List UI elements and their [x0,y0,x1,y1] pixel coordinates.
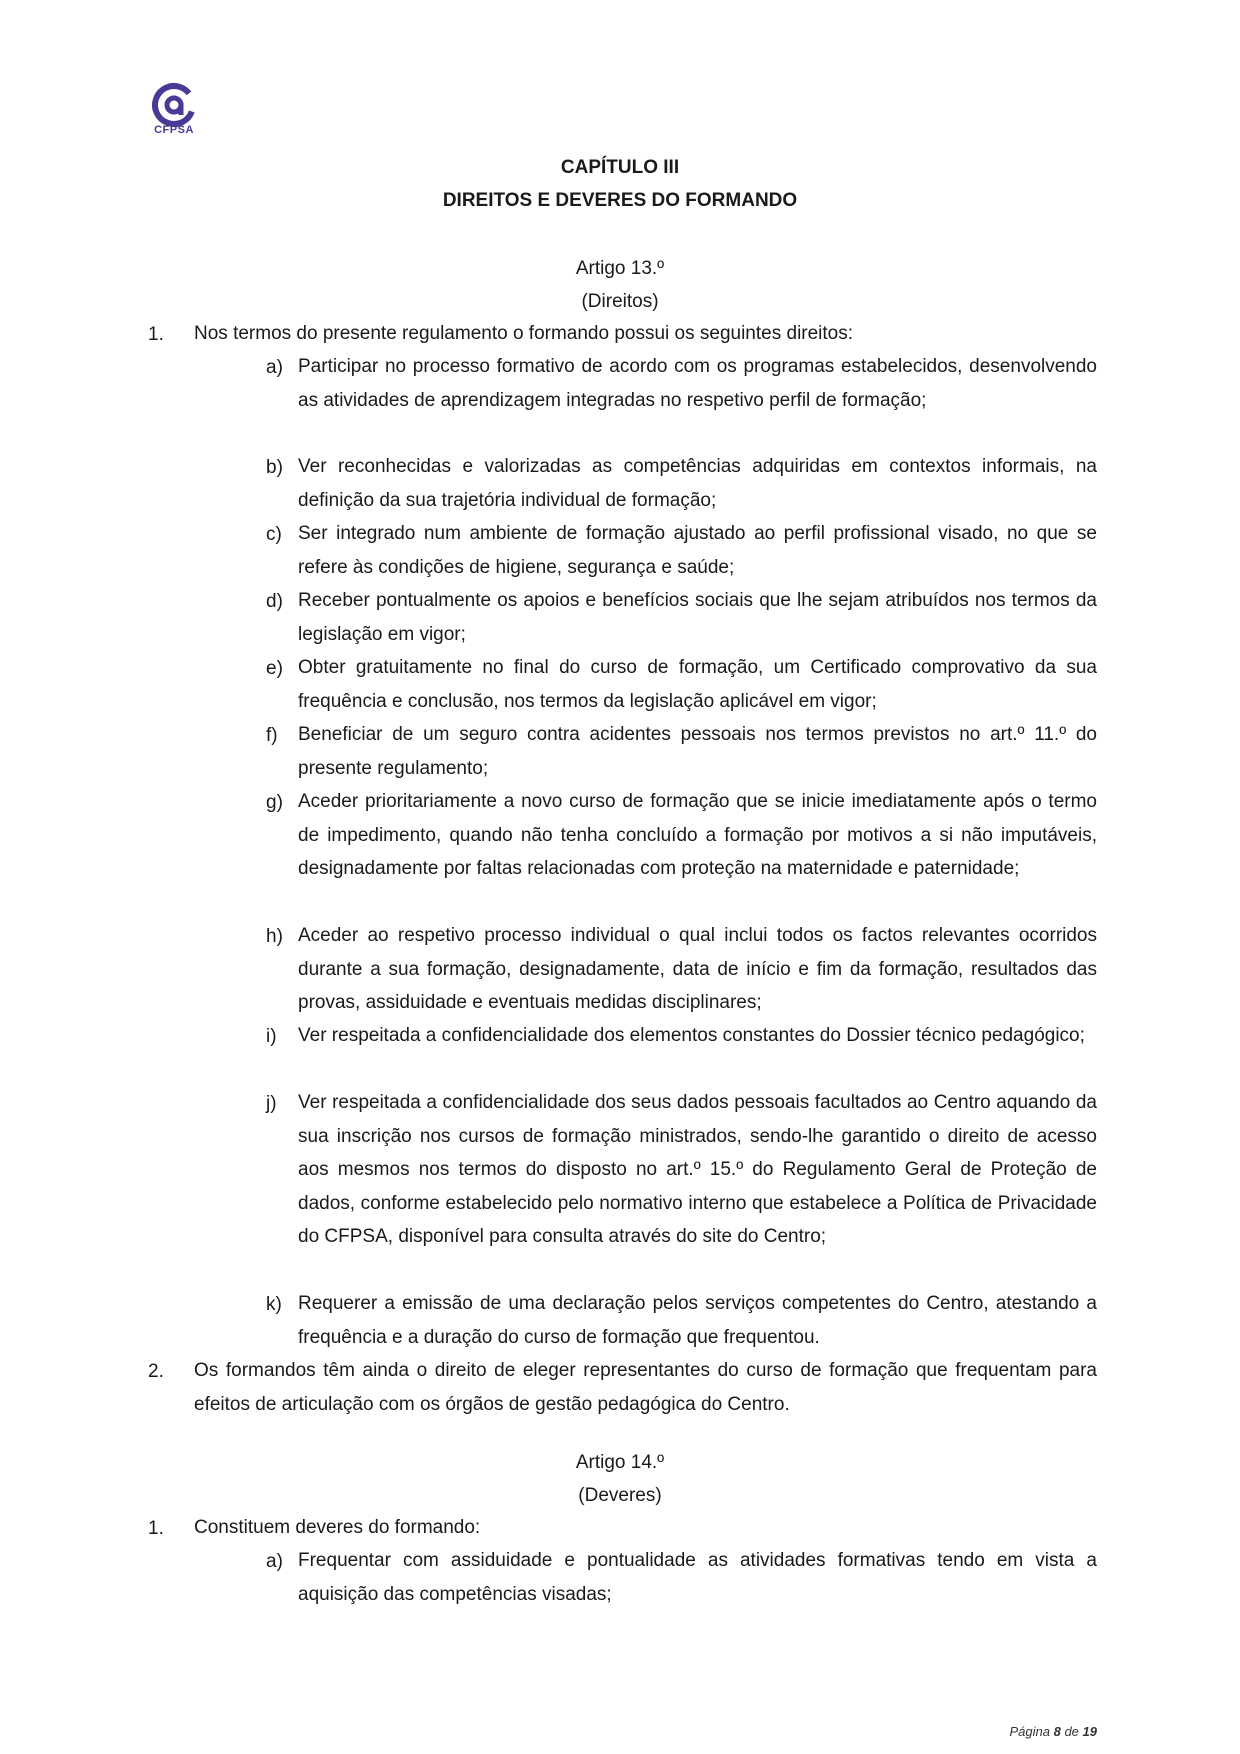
article-14-subtitle: (Deveres) [578,1485,662,1506]
list-item-text: Participar no processo formativo de acordo com os programas estabelecidos, desenvolvendo as atividades de aprendizagem integradas no respetivo perfil de formação; [298,356,1097,411]
page-footer [1009,1724,1097,1739]
list-item-text: Aceder ao respetivo processo individual o qual inclui todos os factos relevantes ocorridos durante a sua formação, designadamente, data de início e fim da formação, resultados das provas, assiduidade e eventuais medidas disciplinares; [298,925,1097,1013]
list-item-letter: h) [266,926,283,947]
list-item-letter: f) [266,725,278,746]
list-item-text: Receber pontualmente os apoios e benefícios sociais que lhe sejam atribuídos nos termos da legislação em vigor; [298,590,1097,645]
page-number: 8 [1053,1724,1061,1739]
list-item-text: Beneficiar de um seguro contra acidentes pessoais nos termos previstos no art.º 11.º do presente regulamento; [298,724,1097,779]
article-13-p1-number: 1. [148,324,164,345]
list-item-letter: k) [266,1294,282,1315]
article-13-p2-number: 2. [148,1361,164,1382]
page-label: Página [1009,1724,1050,1739]
chapter-number: CAPÍTULO III [560,157,680,178]
total-pages: 19 [1082,1724,1097,1739]
article-13-heading: Artigo 13.º [575,258,665,279]
list-item-letter: j) [266,1093,277,1114]
article-14-p1-number: 1. [148,1518,164,1539]
list-item-text: Ver respeitada a confidencialidade dos elementos constantes do Dossier técnico pedagógico; [298,1025,1085,1046]
logo-text: CFPSA [154,124,194,136]
list-item-letter: a) [266,357,283,378]
list-item-text: Requerer a emissão de uma declaração pelos serviços competentes do Centro, atestando a frequência e a duração do curso de formação que frequentou. [298,1293,1097,1348]
article-13-p2-text: Os formandos têm ainda o direito de eleger representantes do curso de formação que frequentam para efeitos de articulação com os órgãos de gestão pedagógica do Centro. [194,1360,1097,1415]
list-item-letter: g) [266,792,283,813]
list-item-letter: e) [266,658,283,679]
list-item-letter: c) [266,524,282,545]
list-item-letter: d) [266,591,283,612]
article-13-subtitle: (Direitos) [581,291,659,312]
list-item-text: Ser integrado num ambiente de formação ajustado ao perfil profissional visado, no que se refere às condições de higiene, segurança e saúde; [298,523,1097,578]
list-item-text: Frequentar com assiduidade e pontualidade as atividades formativas tendo em vista a aquisição das competências visadas; [298,1550,1097,1605]
list-item-text: Ver reconhecidas e valorizadas as competências adquiridas em contextos informais, na definição da sua trajetória individual de formação; [298,456,1097,511]
article-14-p1-text: Constituem deveres do formando: [194,1517,481,1538]
list-item-letter: i) [266,1026,277,1047]
list-item-text: Aceder prioritariamente a novo curso de formação que se inicie imediatamente após o termo de impedimento, quando não tenha concluído a formação por motivos a si não imputáveis, designadamente por faltas relacionadas com proteção na maternidade e paternidade; [298,791,1097,879]
list-item-text: Obter gratuitamente no final do curso de formação, um Certificado comprovativo da sua frequência e conclusão, nos termos da legislação aplicável em vigor; [298,657,1097,712]
list-item-letter: a) [266,1551,283,1572]
list-item-text: Ver respeitada a confidencialidade dos seus dados pessoais facultados ao Centro aquando da sua inscrição nos cursos de formação ministrados, sendo-lhe garantido o direito de acesso aos mesmos nos termos do disposto no art.º 15.º do Regulamento Geral de Proteção de dados, conforme estabelecido pelo normativo interno que estabelece a Política de Privacidade do CFPSA, disponível para consulta através do site do Centro; [298,1092,1097,1247]
article-13-p1-text: Nos termos do presente regulamento o formando possui os seguintes direitos: [194,323,854,344]
page-of-label: de [1064,1724,1079,1739]
article-14-heading: Artigo 14.º [575,1452,665,1473]
chapter-title: DIREITOS E DEVERES DO FORMANDO [442,190,798,211]
list-item-letter: b) [266,457,283,478]
